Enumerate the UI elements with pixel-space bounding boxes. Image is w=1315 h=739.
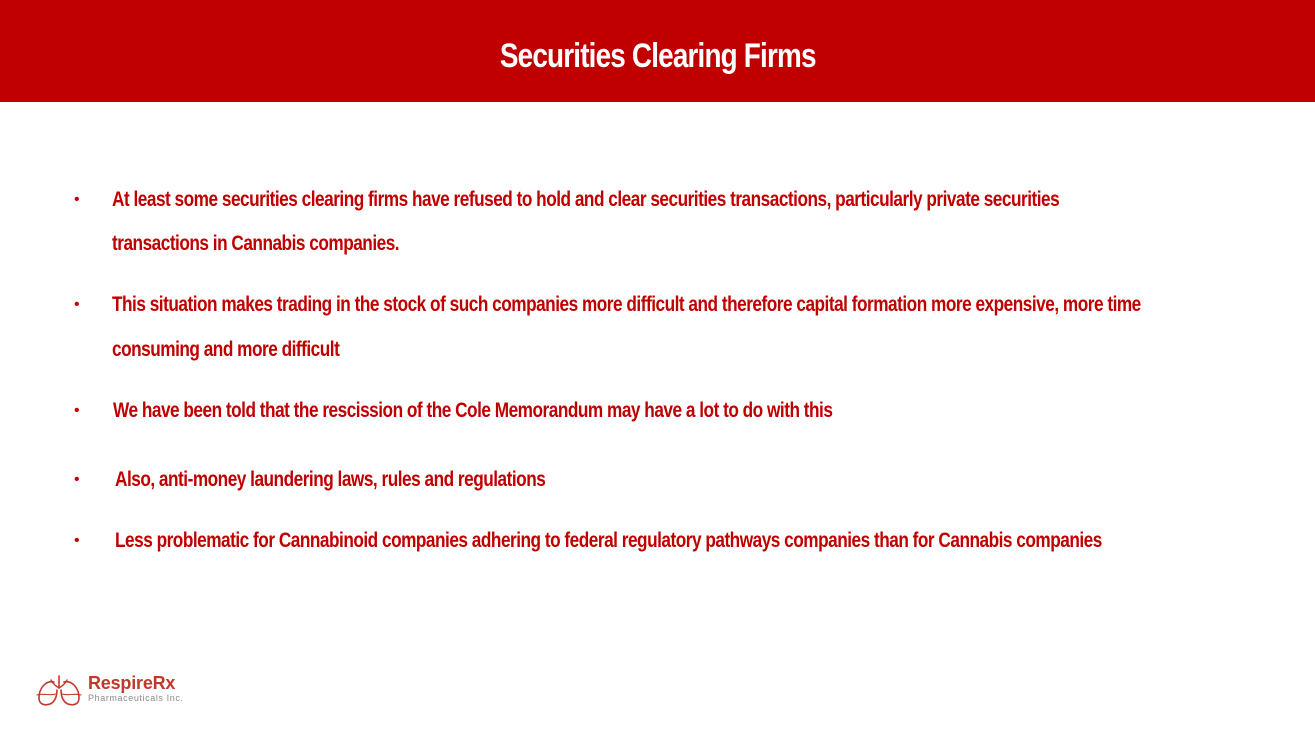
company-logo	[36, 672, 196, 712]
slide-title: Securities Clearing Firms	[499, 37, 816, 75]
bullet-dot: •	[74, 402, 80, 419]
bullet-text-line: Also, anti-money laundering laws, rules and regulations	[115, 468, 546, 491]
bullet-text-line: Less problematic for Cannabinoid companies adhering to federal regulatory pathways companies than for Cannabis companies	[115, 529, 1102, 552]
bullet-dot: •	[74, 471, 80, 488]
logo-wordmark: RespireRx	[88, 673, 176, 693]
bullet-dot: •	[74, 296, 80, 313]
bullet-text-line: We have been told that the rescission of the Cole Memorandum may have a lot to do with this	[113, 399, 833, 422]
bullet-text-line: This situation makes trading in the stock of such companies more difficult and therefore capital formation more expensive, more time	[112, 293, 1141, 316]
bullet-text-line: At least some securities clearing firms have refused to hold and clear securities transactions, particularly private securities	[112, 188, 1060, 211]
bullet-dot: •	[74, 191, 80, 208]
bullet-text-line: transactions in Cannabis companies.	[112, 232, 400, 255]
logo-subtitle: Pharmaceuticals Inc.	[88, 693, 184, 703]
bullet-text-line: consuming and more difficult	[112, 338, 340, 361]
bullet-dot: •	[74, 532, 80, 549]
lungs-icon	[36, 674, 82, 708]
